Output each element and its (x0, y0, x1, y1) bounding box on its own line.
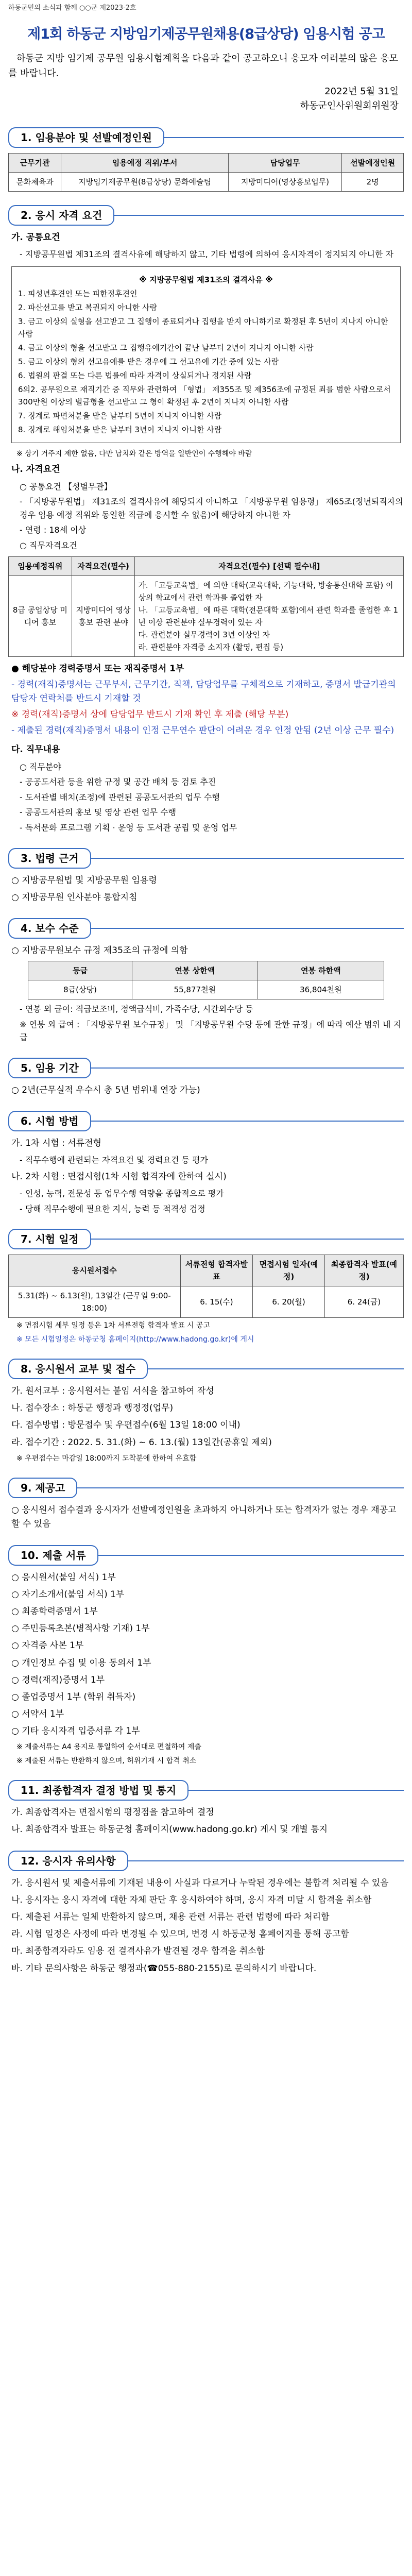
section-6-header (8, 1111, 404, 1131)
section-7-title: 7. 시험 일정 (8, 1229, 91, 1249)
table-cell: 55,877천원 (132, 980, 258, 999)
recruit-table (8, 153, 404, 192)
box-item: 3. 금고 이상의 실형을 선고받고 그 집행이 종료되거나 집행을 받지 아니하기로 확정된 후 5년이 지나지 아니한 사람 (18, 316, 388, 338)
table-header: 선발예정인원 (342, 154, 404, 173)
table-header: 근무기관 (9, 154, 61, 173)
list-item: ○ 주민등록초본(병적사항 기재) 1부 (11, 1623, 150, 1634)
qualification-item: 나. 「고등교육법」에 따른 대학(전문대학 포함)에서 관련 학과를 졸업한 후 1년 이상 관련분야 실무경력이 있는 자 (138, 605, 399, 627)
table-cell: 지방임기제공무원(8급상당) 문화예술팀 (61, 173, 228, 192)
list-item: ○ 개인정보 수집 및 이용 동의서 1부 (11, 1657, 151, 1668)
list-item: ○ 최종학력증명서 1부 (11, 1606, 98, 1617)
list-item: 라. 시험 일정은 사정에 따라 변경될 수 있으며, 변경 시 하동군청 홈페이지를 통해 공고함 (11, 1929, 349, 1940)
note: ※ 제출서류는 A4 용지로 통일하여 순서대로 편철하여 제출 (16, 1743, 201, 1752)
section-12-title: 12. 응시자 유의사항 (8, 1851, 128, 1871)
section-2-header (8, 205, 404, 226)
box-item: 6의2. 공무원으로 재직기간 중 직무와 관련하여 「형법」 제355조 및 제356조에 규정된 죄를 범한 사람으로서 300만원 이상의 벌금형을 선고받고 그 형이 확정된 후 2년이 지나지 아니한 사람 (18, 384, 391, 406)
section-10-header (8, 1545, 404, 1566)
list-item: - 독서문화 프로그램 기획 · 운영 등 도서관 공립 및 운영 업무 (20, 823, 237, 833)
list-item: 가. 응시원서 및 제출서류에 기재된 내용이 사실과 다르거나 누락된 경우에는 불합격 처리될 수 있음 (11, 1877, 389, 1888)
table-cell: 8급 공업상당 미디어 홍보 (9, 575, 72, 656)
box-item: 6. 법원의 판결 또는 다른 법률에 따라 자격이 상실되거나 정지된 사람 (18, 370, 252, 380)
list-item: - 공공도서관 등을 위한 규정 및 공간 배치 등 검토 추진 (20, 777, 216, 787)
note: ※ 모든 시험일정은 하동군청 홈페이지(http://www.hadong.go.kr)에 게시 (16, 1335, 254, 1344)
schedule-table (8, 1255, 404, 1318)
table-cell: 5.31(화) ~ 6.13(월), 13일간 (근무일 9:00-18:00) (9, 1286, 181, 1318)
list-item: ○ 자격증 사본 1부 (11, 1640, 84, 1651)
list-item: 나. 접수장소 : 하동군 행정과 행정정(업무) (11, 1403, 174, 1414)
paragraph: - 제출된 경력(재직)증명서 내용이 인정 근무연수 판단이 어려운 경우 인정 안됨 (2년 이상 근무 필수) (11, 725, 394, 736)
intro-text: 하동군 지방 임기제 공무원 임용시험계획을 다음과 같이 공고하오니 응모자 여러분의 많은 응모를 바랍니다. (8, 53, 399, 79)
table-header: 서류전형 합격자발표 (180, 1255, 253, 1286)
section-7-header (8, 1229, 404, 1249)
list-item: ○ 졸업증명서 1부 (학위 취득자) (11, 1691, 136, 1702)
paragraph: - 경력(재직)증명서는 근무부서, 근무기간, 직책, 담당업무를 구체적으로 기재하고, 증명서 발급기관의 담당자 연락처를 반드시 기재할 것 (11, 679, 396, 704)
list-item: 마. 최종합격자라도 임용 전 결격사유가 발견될 경우 합격을 취소함 (11, 1946, 265, 1957)
sub-heading: ○ 직무자격요건 (20, 540, 77, 550)
section-10-title: 10. 제출 서류 (8, 1545, 98, 1566)
paragraph: ※ 경력(재직)증명서 상에 담당업무 반드시 기재 확인 후 제출 (해당 부분) (11, 709, 289, 720)
list-item: 나. 최종합격자 발표는 하동군청 홈페이지(www.hadong.go.kr) 게시 및 개별 통지 (11, 1824, 328, 1835)
table-cell (135, 575, 404, 656)
section-3-title: 3. 법령 근거 (8, 848, 91, 869)
section-8-title: 8. 응시원서 교부 및 접수 (8, 1359, 148, 1379)
note: ※ 제출된 서류는 반환하지 않으며, 허위기재 시 합격 취소 (16, 1756, 197, 1765)
disqualification-box (11, 266, 401, 443)
section-6-title: 6. 시험 방법 (8, 1111, 91, 1131)
list-item: - 공공도서관의 홍보 및 영상 관련 업무 수행 (20, 807, 177, 818)
list-item: - 도서관별 배치(조정)에 관련된 공공도서관의 업무 수행 (20, 792, 220, 802)
section-9-title: 9. 제공고 (8, 1478, 77, 1498)
sub-heading: ○ 공통요건 【성별무관】 (20, 481, 112, 492)
table-header: 응시원서접수 (9, 1255, 181, 1286)
table-cell: 지방미디어(영상홍보업무) (228, 173, 342, 192)
table-cell: 6. 20(월) (253, 1286, 325, 1318)
section-11-header (8, 1780, 404, 1801)
note: ※ 우편접수는 마감일 18:00까지 도착분에 한하여 유효함 (16, 1454, 197, 1463)
box-item: 5. 금고 이상의 형의 선고유예를 받은 경우에 그 선고유예 기간 중에 있는 사람 (18, 357, 279, 366)
paragraph: - 연령 : 18세 이상 (20, 525, 87, 535)
section-11-title: 11. 최종합격자 결정 방법 및 통지 (8, 1780, 188, 1801)
paragraph: ※ 연봉 외 급여 : 「지방공무원 보수규정」 및 「지방공무원 수당 등에 관한 규정」에 따라 예산 범위 내 지급 (20, 1019, 402, 1043)
qualification-item: 다. 관련분야 실무경력이 3년 이상인 자 (138, 630, 270, 639)
table-header: 임용예정직위 (9, 556, 72, 575)
box-item: 1. 피성년후견인 또는 피한정후견인 (18, 289, 138, 298)
section-4-header (8, 918, 404, 939)
list-item: 가. 1차 시험 : 서류전형 (11, 1138, 101, 1149)
note: ※ 상기 거주지 제한 없음, 다만 납치와 같은 방역을 일반인이 수행해야 바람 (16, 449, 252, 458)
box-item: 8. 징계로 해임처분을 받은 날부터 3년이 지나지 아니한 사람 (18, 425, 222, 434)
table-header: 연봉 하한액 (258, 961, 384, 980)
box-item: 7. 징계로 파면처분을 받은 날부터 5년이 지나지 아니한 사람 (18, 411, 222, 420)
list-item: ○ 기타 응시자격 입증서류 각 1부 (11, 1726, 140, 1737)
box-item: 4. 금고 이상의 형을 선고받고 그 집행유예기간이 끝난 날부터 2년이 지나지 아니한 사람 (18, 343, 314, 352)
table-cell: 36,804천원 (258, 980, 384, 999)
table-header: 자격요건(필수) [선택 필수내] (135, 556, 404, 575)
list-item: 라. 접수기간 : 2022. 5. 31.(화) ~ 6. 13.(월) 13일간(공휴일 제외) (11, 1437, 272, 1448)
qualification-item: 가. 「고등교육법」에 의한 대학(교육대학, 기능대학, 방송통신대학 포함) 이상의 학교에서 관련 학과를 졸업한 자 (138, 580, 393, 602)
paragraph: ○ 지방공무원보수 규정 제35조의 규정에 의함 (11, 945, 188, 956)
table-cell: 문화체육과 (9, 173, 61, 192)
list-item: 다. 제출된 서류는 일체 반환하지 않으며, 채용 관련 서류는 관련 법령에 따라 처리함 (11, 1911, 330, 1922)
list-item: - 당해 직무수행에 필요한 지식, 능력 등 적격성 검정 (20, 1204, 205, 1214)
list-item: 나. 응시자는 응시 자격에 대한 자체 판단 후 응시하여야 하며, 응시 자격 미달 시 합격을 취소함 (11, 1894, 372, 1905)
sub-heading: 다. 직무내용 (11, 744, 60, 755)
table-header: 등급 (28, 961, 132, 980)
sub-heading: 나. 자격요건 (11, 464, 60, 475)
page-title: 제1회 하동군 지방임기제공무원채용(8급상당) 임용시험 공고 (27, 26, 385, 42)
announce-date: 2022년 5월 31일 (324, 86, 399, 97)
list-item: 가. 원서교부 : 응시원서는 붙임 서식을 참고하여 작성 (11, 1386, 214, 1397)
qualification-item: 라. 관련분야 자격증 소지자 (촬영, 편집 등) (138, 642, 284, 652)
list-item: ○ 자기소개서(붙임 서식) 1부 (11, 1589, 125, 1600)
table-header: 자격요건(필수) (72, 556, 135, 575)
list-item: 나. 2차 시험 : 면접시험(1차 시험 합격자에 한하여 실시) (11, 1171, 227, 1182)
table-header: 담당업무 (228, 154, 342, 173)
table-header: 면접시험 일자(예정) (253, 1255, 325, 1286)
section-5-header (8, 1058, 404, 1078)
section-5-title: 5. 임용 기간 (8, 1058, 91, 1078)
list-item: 바. 기타 문의사항은 하동군 행정과(☎055-880-2155)로 문의하시기 바랍니다. (11, 1963, 317, 1974)
qualification-table (8, 556, 404, 657)
table-cell: 2명 (342, 173, 404, 192)
paragraph: - 「지방공무원법」 제31조의 결격사유에 해당되지 아니하고 「지방공무원 임용령」 제65조(정년퇴직자의 경우 임용 예정 직위와 동일한 직급에 응시할 수 없음)에 해당하지 아니한 자 (20, 497, 403, 520)
table-cell: 6. 24(금) (324, 1286, 403, 1318)
table-cell: 8급(상당) (28, 980, 132, 999)
box-item: 2. 파산선고를 받고 복권되지 아니한 사람 (18, 302, 157, 312)
sub-heading: 가. 공통요건 (11, 232, 60, 243)
list-item: ○ 경력(재직)증명서 1부 (11, 1674, 105, 1685)
box-title: ※ 지방공무원법 제31조의 결격사유 ※ (139, 275, 273, 284)
paragraph: - 연봉 외 급여: 직급보조비, 정액급식비, 가족수당, 시간외수당 등 (20, 1004, 253, 1014)
list-item: ○ 직무분야 (20, 761, 61, 772)
list-item: 가. 최종합격자는 면접시험의 평정점을 참고하여 결정 (11, 1807, 214, 1818)
table-header: 최종합격자 발표(예정) (324, 1255, 403, 1286)
table-cell: 6. 15(수) (180, 1286, 253, 1318)
section-3-header (8, 848, 404, 869)
note: ※ 면접시험 세부 일정 등은 1차 서류전형 합격자 발표 시 공고 (16, 1321, 211, 1330)
section-8-header (8, 1359, 404, 1379)
table-header: 연봉 상한액 (132, 961, 258, 980)
list-item: 다. 접수방법 : 방문접수 및 우편접수(6월 13일 18:00 이내) (11, 1420, 241, 1431)
list-item: ○ 응시원서 접수결과 응시자가 선발예정인원을 초과하지 아니하거나 또는 합격자가 없는 경우 재공고 할 수 있음 (11, 1505, 397, 1530)
section-1-title: 1. 임용분야 및 선발예정인원 (8, 127, 164, 148)
list-item: - 직무수행에 관련되는 자격요건 및 경력요건 등 평가 (20, 1155, 208, 1165)
section-9-header (8, 1478, 404, 1498)
section-1-header (8, 127, 404, 148)
list-item: ○ 응시원서(붙임 서식) 1부 (11, 1572, 116, 1583)
section-2-title: 2. 응시 자격 요건 (8, 205, 114, 226)
section-4-title: 4. 보수 수준 (8, 918, 91, 939)
table-cell: 지방미디어 영상홍보 관련 분야 (72, 575, 135, 656)
table-header: 임용예정 직위/부서 (61, 154, 228, 173)
section-12-header (8, 1851, 404, 1871)
paragraph: ● 해당분야 경력증명서 또는 재직증명서 1부 (11, 663, 184, 674)
salary-table (28, 961, 384, 999)
paragraph: - 지방공무원법 제31조의 결격사유에 해당하지 않고, 기타 법령에 의하여 응시자격이 정지되지 아니한 자 (20, 249, 393, 260)
list-item: ○ 지방공무원법 및 지방공무원 임용령 (11, 875, 157, 886)
list-item: ○ 서약서 1부 (11, 1709, 64, 1720)
list-item: - 인성, 능력, 전문성 등 업무수행 역량을 종합적으로 평가 (20, 1189, 224, 1199)
announce-org: 하동군인사위원회위원장 (300, 100, 399, 112)
header-note: 하동군민의 소식과 함께 ○○군 제2023-2호 (8, 4, 136, 12)
list-item: ○ 지방공무원 인사분야 통합지침 (11, 892, 138, 903)
list-item: ○ 2년(근무실적 우수시 총 5년 범위내 연장 가능) (11, 1084, 200, 1095)
